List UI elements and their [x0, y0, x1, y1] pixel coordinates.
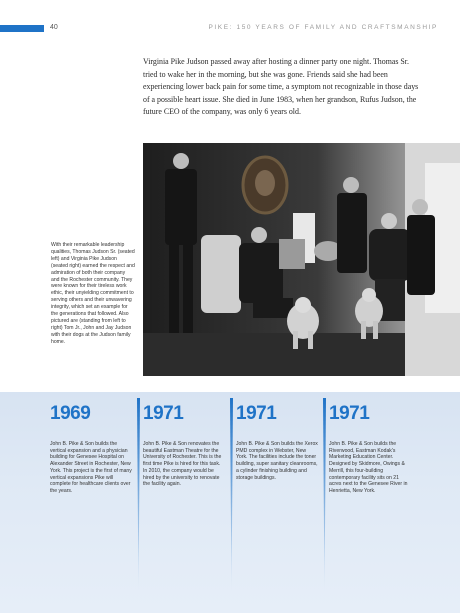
- timeline-band: [0, 392, 460, 613]
- timeline-entry: [50, 402, 132, 495]
- family-photo: [143, 143, 460, 376]
- timeline-text: John B. Pike & Son renovates the beautiful Eastman Theatre for the University of Rochester. This is the first time Pike is hired for this task. In 2010, the company would be hired by the university to renovate the facility again.: [143, 441, 222, 488]
- timeline-text: John B. Pike & Son builds the Xerox PMD complex in Webster, New York. The facilities include the toner building, super sanitary cleanrooms, a cylinder finishing building and storage buildings.: [236, 441, 318, 481]
- timeline-year: 1969: [50, 403, 91, 424]
- timeline-entry: [236, 402, 318, 481]
- intro-paragraph: Virginia Pike Judson passed away after hosting a dinner party one night. Thomas Sr. tried to wake her in the morning, but she was gone. Friends said she had been experiencing lower back pain for some time, a symptom not recognizable in those days of a possible heart issue. She died in June 1983, when her grandson, Rufus Judson, the future CEO of the company, was only 6 years old.: [143, 57, 419, 117]
- timeline-entry: [143, 402, 225, 488]
- timeline-text: John B. Pike & Son builds the vertical expansion and a physician building for Genesee Hospital on Alexander Street in Rochester, New York. This project is the first of many vertical expansions Pike will complete for healthcare clients over the years.: [50, 441, 132, 494]
- timeline-year: 1971: [236, 403, 277, 424]
- page-number: 40: [50, 24, 58, 31]
- timeline-divider: [323, 398, 326, 596]
- timeline-year: 1971: [143, 403, 184, 424]
- photo-caption: With their remarkable leadership qualities, Thomas Judson Sr. (seated left) and Virginia Pike Judson (seated right) earned the respect and admiration of both their company and the Rochester community. They were known for their tireless work ethic, their unyielding commitment to serving others and their unwavering integrity, which set an example for the generations that followed. Also pictured are (standing from left to right) Tom Jr., John and Jay Judson with their dogs at the Judson family home.: [51, 242, 135, 345]
- timeline-divider: [230, 398, 233, 596]
- header-accent-bar: [0, 25, 44, 32]
- timeline-entry: [329, 402, 411, 495]
- timeline-divider: [137, 398, 140, 596]
- running-title: PIKE: 150 YEARS OF FAMILY AND CRAFTSMANSHIP: [208, 24, 438, 31]
- timeline-year: 1971: [329, 403, 370, 424]
- timeline-text: John B. Pike & Son builds the Riverwood, Eastman Kodak's Marketing Education Center. Designed by Skidmore, Owings & Merrill, this four-building contemporary facility sits on 21 acres next to the Genesee River in Henrietta, New York.: [329, 441, 408, 494]
